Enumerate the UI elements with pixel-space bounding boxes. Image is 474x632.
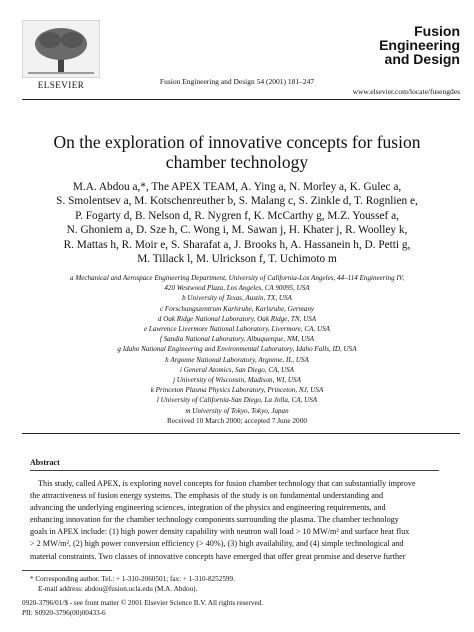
author-line: R. Mattas h, R. Moir e, S. Sharafat a, J. Brooks h, A. Hassanein h, D. Petti g,: [63, 238, 411, 251]
journal-title-line: Fusion: [414, 23, 460, 39]
article-title-line: chamber technology: [165, 152, 309, 172]
elsevier-tree-logo: [22, 20, 100, 78]
header-divider: [22, 99, 460, 100]
affiliation-line: 420 Westwood Plaza, Los Angeles, CA 90095, USA: [164, 284, 310, 293]
affiliation-line: e Lawrence Livermore National Laboratory, Livermore, CA, USA: [143, 325, 330, 334]
journal-citation: Fusion Engineering and Design 54 (2001) 181–247: [159, 77, 315, 86]
abstract-line: advancing the underlying engineering sciences, integration of the physics and engineering requirements, and: [30, 503, 386, 513]
journal-title-line: Engineering: [379, 37, 460, 53]
author-line: M. Tillack l, M. Ulrickson f, T. Uchimoto m: [137, 253, 337, 266]
received-dates: Received 10 March 2000; accepted 7 June 2000: [166, 416, 307, 425]
pii-identifier: PII: S0920-3796(00)00433-6: [22, 609, 106, 617]
affiliation-line: c Forschungszentrum Karlsruhe, Karlsruhe, Germany: [159, 304, 315, 313]
affiliation-line: m University of Tokyo, Tokyo, Japan: [185, 406, 289, 415]
abstract-line: the attractiveness of fusion energy systems. The emphasis of the study is on fundamental understanding and: [30, 491, 384, 501]
author-list: [18, 180, 456, 266]
journal-title-line: and Design: [384, 51, 460, 67]
abstract-divider: [30, 470, 439, 471]
affiliation-line: b University of Texas, Austin, TX, USA: [182, 294, 292, 303]
abstract-line: material constraints. Two classes of innovative concepts have emerged that offer great promise and deserve further: [30, 551, 406, 561]
footnote-divider: [22, 570, 112, 571]
footnote: [30, 575, 450, 594]
abstract-line: This study, called APEX, is exploring novel concepts for fusion chamber technology that can substantially improve: [38, 479, 416, 488]
article-title: [0, 132, 474, 172]
front-matter-notice: 0920-3796/01/$ - see front matter © 2001 Elsevier Science B.V. All rights reserved.: [22, 599, 264, 607]
abstract-line: > 2 MW/m², (2) high power conversion efficiency (> 40%), (3) high availability, and (4) simple technological and: [30, 539, 404, 549]
journal-url[interactable]: www.elsevier.com/locate/fusengdes: [352, 87, 460, 96]
abstract-body: [30, 478, 440, 563]
abstract-line: enhancing innovation for the chamber technology components surrounding the plasma. The chamber technology: [30, 515, 399, 525]
abstract-heading: Abstract: [30, 458, 60, 467]
section-divider: [22, 433, 460, 434]
affiliation-line: j University of Wisconsin, Madison, WI, USA: [173, 376, 301, 385]
affiliation-line: d Oak Ridge National Laboratory, Oak Ridge, TN, USA: [157, 314, 317, 323]
affiliation-list: [18, 273, 456, 416]
journal-title: [360, 24, 460, 66]
affiliation-line: f Sandia National Laboratory, Albuquerque, NM, USA: [159, 335, 315, 344]
footnote-line: * Corresponding author. Tel.: + 1-310-2060501; fax: + 1-310-8252599.: [30, 575, 235, 583]
author-line: P. Fogarty d, B. Nelson d, R. Nygren f, K. McCarthy g, M.Z. Youssef a,: [75, 209, 399, 222]
author-line: N. Ghoniem a, D. Sze h, C. Wong i, M. Sawan j, H. Khater j, R. Woolley k,: [66, 224, 408, 237]
affiliation-line: h Argonne National Laboratory, Argonne, IL, USA: [165, 355, 309, 364]
footnote-line: E-mail address: abdou@fusion.ucla.edu (M.A. Abdou).: [38, 584, 198, 593]
abstract-line: goals in APEX include: (1) high power density capability with neutron wall load > 10 MW/m² and surface heat flux: [30, 527, 410, 537]
affiliation-line: a Mechanical and Aerospace Engineering Department, University of California-Los Angeles, 44–114 Engineering IV,: [70, 274, 404, 282]
affiliation-line: g Idaho National Engineering and Environmental Laboratory, Idaho Falls, ID, USA: [117, 345, 357, 354]
affiliation-line: l University of California-San Diego, La Jolla, CA, USA: [156, 396, 318, 405]
author-line: S. Smolentsev a, M. Kotschenreuther b, S. Malang c, S. Zinkle d, T. Rognlien e,: [56, 195, 418, 208]
publisher-name: ELSEVIER: [37, 80, 85, 90]
affiliation-line: i General Atomics, San Diego, CA, USA: [180, 365, 294, 374]
article-title-line: On the exploration of innovative concepts for fusion: [53, 132, 421, 152]
affiliation-line: k Princeton Plasma Physics Laboratory, Princeton, NJ, USA: [150, 386, 324, 395]
author-line: M.A. Abdou a,*, The APEX TEAM, A. Ying a, N. Morley a, K. Gulec a,: [72, 181, 402, 193]
